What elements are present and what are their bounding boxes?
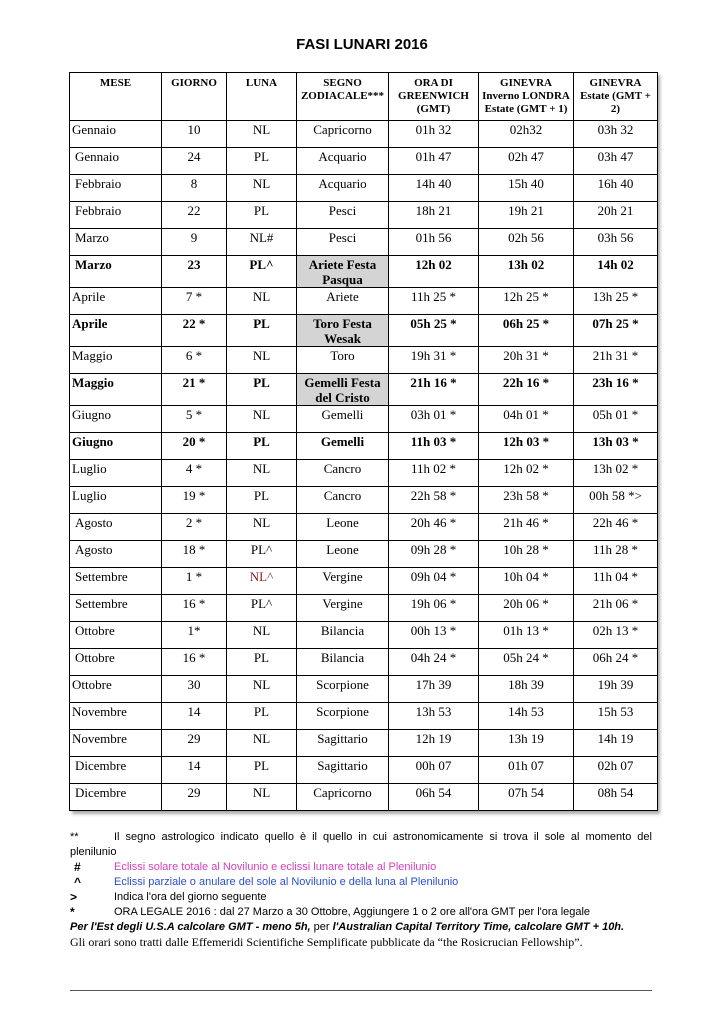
cell-giorno: 4 *	[162, 460, 227, 487]
cell-mese: Gennaio	[70, 121, 162, 148]
cell-ora-gmt-plus1: 20h 31 *	[479, 347, 574, 374]
footer-rule	[70, 990, 652, 991]
cell-ora-gmt-plus1: 19h 21	[479, 202, 574, 229]
cell-ora-gmt-plus1: 13h 02	[479, 256, 574, 288]
cell-ora-gmt: 03h 01 *	[389, 406, 479, 433]
cell-ora-gmt-plus2: 00h 58 *>	[574, 487, 658, 514]
header-mese: MESE	[70, 73, 162, 121]
cell-ora-gmt: 01h 32	[389, 121, 479, 148]
note-zodiac-cont: plenilunio	[70, 846, 117, 858]
cell-mese: Marzo	[70, 229, 162, 256]
cell-giorno: 21 *	[162, 374, 227, 406]
cell-segno: Pesci	[297, 202, 389, 229]
note-gt-text: Indica l'ora del giorno seguente	[114, 891, 267, 903]
cell-mese: Dicembre	[70, 757, 162, 784]
note-caret	[70, 875, 652, 890]
note-source: Gli orari sono tratti dalle Effemeridi Scientifiche Semplificate pubblicate da “the Rosicrucian Fellowship”.	[70, 935, 583, 949]
cell-ora-gmt-plus1: 01h 13 *	[479, 622, 574, 649]
table-row	[70, 229, 658, 256]
cell-ora-gmt-plus2: 03h 56	[574, 229, 658, 256]
cell-luna: NL^	[227, 568, 297, 595]
cell-luna: NL	[227, 460, 297, 487]
note-australia-text: l'Australian Capital Territory Time, calcolare GMT + 10h.	[332, 921, 625, 933]
cell-mese: Aprile	[70, 288, 162, 315]
cell-segno: Vergine	[297, 595, 389, 622]
cell-giorno: 10	[162, 121, 227, 148]
cell-luna: NL	[227, 676, 297, 703]
cell-segno: Cancro	[297, 487, 389, 514]
table-row	[70, 514, 658, 541]
table-row	[70, 649, 658, 676]
cell-giorno: 30	[162, 676, 227, 703]
cell-giorno: 16 *	[162, 649, 227, 676]
note-timezones	[70, 920, 652, 935]
cell-ora-gmt: 12h 02	[389, 256, 479, 288]
cell-ora-gmt-plus1: 01h 07	[479, 757, 574, 784]
note-usa-mid: per	[310, 921, 333, 933]
table-row	[70, 288, 658, 315]
cell-ora-gmt: 01h 47	[389, 148, 479, 175]
cell-ora-gmt: 09h 04 *	[389, 568, 479, 595]
cell-ora-gmt: 05h 25 *	[389, 315, 479, 347]
note-usa-text: Per l'Est degli U.S.A calcolare GMT - meno 5h,	[70, 921, 311, 933]
cell-segno: Sagittario	[297, 757, 389, 784]
cell-segno: Toro Festa Wesak	[297, 315, 389, 347]
cell-segno: Leone	[297, 514, 389, 541]
table-row	[70, 175, 658, 202]
cell-ora-gmt-plus1: 12h 25 *	[479, 288, 574, 315]
table-row	[70, 202, 658, 229]
cell-luna: NL	[227, 175, 297, 202]
cell-ora-gmt-plus2: 14h 02	[574, 256, 658, 288]
cell-ora-gmt-plus2: 22h 46 *	[574, 514, 658, 541]
cell-ora-gmt-plus2: 21h 31 *	[574, 347, 658, 374]
cell-giorno: 24	[162, 148, 227, 175]
cell-mese: Maggio	[70, 347, 162, 374]
table-row	[70, 757, 658, 784]
moon-phases-table	[69, 72, 658, 811]
header-ginevra-inverno: GINEVRA Inverno LONDRA Estate (GMT + 1)	[479, 73, 574, 121]
table-row	[70, 433, 658, 460]
cell-segno: Bilancia	[297, 622, 389, 649]
note-hash-symbol: #	[74, 860, 81, 874]
cell-mese: Luglio	[70, 487, 162, 514]
cell-luna: PL	[227, 202, 297, 229]
cell-segno: Acquario	[297, 148, 389, 175]
table-row	[70, 541, 658, 568]
cell-segno: Bilancia	[297, 649, 389, 676]
cell-ora-gmt-plus2: 07h 25 *	[574, 315, 658, 347]
cell-ora-gmt: 11h 03 *	[389, 433, 479, 460]
cell-ora-gmt: 00h 07	[389, 757, 479, 784]
cell-ora-gmt: 00h 13 *	[389, 622, 479, 649]
cell-ora-gmt-plus1: 12h 02 *	[479, 460, 574, 487]
cell-segno: Ariete Festa Pasqua	[297, 256, 389, 288]
header-luna: LUNA	[227, 73, 297, 121]
cell-ora-gmt: 21h 16 *	[389, 374, 479, 406]
cell-luna: NL	[227, 784, 297, 811]
cell-segno: Capricorno	[297, 784, 389, 811]
cell-ora-gmt-plus2: 02h 07	[574, 757, 658, 784]
cell-ora-gmt-plus2: 23h 16 *	[574, 374, 658, 406]
header-giorno: GIORNO	[162, 73, 227, 121]
cell-giorno: 19 *	[162, 487, 227, 514]
cell-luna: PL^	[227, 256, 297, 288]
table-row	[70, 256, 658, 288]
cell-mese: Settembre	[70, 568, 162, 595]
cell-giorno: 5 *	[162, 406, 227, 433]
cell-ora-gmt-plus1: 14h 53	[479, 703, 574, 730]
note-hash-text: Eclissi solare totale al Novilunio e eclissi lunare totale al Plenilunio	[114, 861, 437, 873]
cell-ora-gmt-plus2: 16h 40	[574, 175, 658, 202]
cell-ora-gmt: 06h 54	[389, 784, 479, 811]
header-ginevra-estate: GINEVRA Estate (GMT + 2)	[574, 73, 658, 121]
cell-ora-gmt: 11h 25 *	[389, 288, 479, 315]
note-gt-symbol: >	[70, 890, 78, 904]
cell-luna: NL#	[227, 229, 297, 256]
cell-ora-gmt-plus1: 23h 58 *	[479, 487, 574, 514]
note-zodiac-text: Il segno astrologico indicato quello è il quello in cui astronomicamente si trova il sole al momento del	[114, 831, 652, 843]
cell-luna: NL	[227, 730, 297, 757]
cell-ora-gmt-plus2: 06h 24 *	[574, 649, 658, 676]
cell-ora-gmt-plus2: 21h 06 *	[574, 595, 658, 622]
cell-mese: Ottobre	[70, 676, 162, 703]
cell-mese: Settembre	[70, 595, 162, 622]
moon-phases-table-wrapper	[69, 72, 657, 811]
cell-ora-gmt-plus2: 11h 04 *	[574, 568, 658, 595]
cell-ora-gmt: 17h 39	[389, 676, 479, 703]
cell-giorno: 14	[162, 703, 227, 730]
cell-ora-gmt: 04h 24 *	[389, 649, 479, 676]
cell-ora-gmt-plus2: 19h 39	[574, 676, 658, 703]
cell-ora-gmt: 19h 06 *	[389, 595, 479, 622]
cell-ora-gmt-plus2: 13h 02 *	[574, 460, 658, 487]
table-row	[70, 315, 658, 347]
table-row	[70, 121, 658, 148]
cell-luna: NL	[227, 406, 297, 433]
cell-luna: PL	[227, 487, 297, 514]
cell-segno: Acquario	[297, 175, 389, 202]
cell-giorno: 8	[162, 175, 227, 202]
table-row	[70, 730, 658, 757]
table-row	[70, 347, 658, 374]
table-row	[70, 460, 658, 487]
cell-ora-gmt: 18h 21	[389, 202, 479, 229]
cell-ora-gmt-plus2: 03h 32	[574, 121, 658, 148]
cell-mese: Agosto	[70, 541, 162, 568]
cell-mese: Febbraio	[70, 202, 162, 229]
cell-segno: Toro	[297, 347, 389, 374]
cell-ora-gmt: 12h 19	[389, 730, 479, 757]
cell-giorno: 9	[162, 229, 227, 256]
cell-ora-gmt-plus2: 03h 47	[574, 148, 658, 175]
cell-segno: Scorpione	[297, 703, 389, 730]
cell-luna: PL	[227, 433, 297, 460]
cell-luna: PL	[227, 374, 297, 406]
cell-segno: Ariete	[297, 288, 389, 315]
cell-mese: Gennaio	[70, 148, 162, 175]
cell-luna: NL	[227, 288, 297, 315]
note-star-symbol: *	[70, 905, 75, 919]
cell-segno: Leone	[297, 541, 389, 568]
cell-giorno: 1*	[162, 622, 227, 649]
cell-luna: PL	[227, 703, 297, 730]
cell-giorno: 20 *	[162, 433, 227, 460]
note-zodiac-symbol: **	[70, 831, 79, 843]
cell-mese: Giugno	[70, 433, 162, 460]
page-title: FASI LUNARI 2016	[296, 36, 428, 53]
cell-ora-gmt: 01h 56	[389, 229, 479, 256]
cell-segno: Cancro	[297, 460, 389, 487]
cell-ora-gmt-plus1: 02h32	[479, 121, 574, 148]
cell-ora-gmt-plus1: 13h 19	[479, 730, 574, 757]
cell-mese: Novembre	[70, 730, 162, 757]
cell-segno: Pesci	[297, 229, 389, 256]
cell-ora-gmt-plus2: 13h 25 *	[574, 288, 658, 315]
cell-mese: Febbraio	[70, 175, 162, 202]
footnotes	[70, 830, 652, 950]
cell-ora-gmt-plus1: 22h 16 *	[479, 374, 574, 406]
cell-luna: PL	[227, 649, 297, 676]
cell-luna: PL	[227, 148, 297, 175]
cell-ora-gmt: 14h 40	[389, 175, 479, 202]
cell-luna: PL	[227, 757, 297, 784]
header-segno: SEGNO ZODIACALE***	[297, 73, 389, 121]
cell-ora-gmt-plus1: 12h 03 *	[479, 433, 574, 460]
table-row	[70, 374, 658, 406]
cell-ora-gmt-plus2: 05h 01 *	[574, 406, 658, 433]
cell-segno: Gemelli	[297, 433, 389, 460]
cell-ora-gmt-plus2: 08h 54	[574, 784, 658, 811]
table-row	[70, 595, 658, 622]
note-hash	[70, 860, 652, 875]
cell-luna: PL^	[227, 541, 297, 568]
table-row	[70, 676, 658, 703]
cell-ora-gmt: 09h 28 *	[389, 541, 479, 568]
cell-mese: Luglio	[70, 460, 162, 487]
cell-luna: PL	[227, 315, 297, 347]
cell-ora-gmt-plus1: 06h 25 *	[479, 315, 574, 347]
cell-ora-gmt-plus1: 15h 40	[479, 175, 574, 202]
cell-ora-gmt-plus1: 10h 28 *	[479, 541, 574, 568]
table-row	[70, 568, 658, 595]
note-caret-text: Eclissi parziale o anulare del sole al Novilunio e della luna al Plenilunio	[114, 876, 459, 888]
cell-ora-gmt: 19h 31 *	[389, 347, 479, 374]
table-row	[70, 148, 658, 175]
cell-giorno: 29	[162, 730, 227, 757]
cell-ora-gmt-plus1: 04h 01 *	[479, 406, 574, 433]
cell-luna: PL^	[227, 595, 297, 622]
cell-ora-gmt-plus1: 02h 47	[479, 148, 574, 175]
table-row	[70, 784, 658, 811]
cell-ora-gmt: 22h 58 *	[389, 487, 479, 514]
cell-mese: Agosto	[70, 514, 162, 541]
cell-ora-gmt-plus2: 15h 53	[574, 703, 658, 730]
cell-segno: Gemelli	[297, 406, 389, 433]
cell-ora-gmt-plus2: 20h 21	[574, 202, 658, 229]
cell-luna: NL	[227, 514, 297, 541]
cell-mese: Marzo	[70, 256, 162, 288]
cell-ora-gmt: 11h 02 *	[389, 460, 479, 487]
cell-giorno: 2 *	[162, 514, 227, 541]
note-zodiac	[70, 830, 652, 845]
note-gt	[70, 890, 652, 905]
cell-giorno: 1 *	[162, 568, 227, 595]
cell-luna: NL	[227, 121, 297, 148]
note-star	[70, 905, 652, 920]
cell-segno: Capricorno	[297, 121, 389, 148]
note-star-text: ORA LEGALE 2016 : dal 27 Marzo a 30 Ottobre, Aggiungere 1 o 2 ore all'ora GMT per l'ora legale	[114, 906, 591, 918]
table-row	[70, 622, 658, 649]
cell-mese: Aprile	[70, 315, 162, 347]
cell-mese: Dicembre	[70, 784, 162, 811]
table-header-row	[70, 73, 658, 121]
note-caret-symbol: ^	[74, 875, 82, 889]
header-gmt: ORA DI GREENWICH (GMT)	[389, 73, 479, 121]
cell-ora-gmt-plus1: 05h 24 *	[479, 649, 574, 676]
cell-giorno: 22	[162, 202, 227, 229]
cell-segno: Scorpione	[297, 676, 389, 703]
cell-segno: Vergine	[297, 568, 389, 595]
cell-ora-gmt-plus1: 02h 56	[479, 229, 574, 256]
cell-segno: Sagittario	[297, 730, 389, 757]
cell-ora-gmt-plus2: 13h 03 *	[574, 433, 658, 460]
cell-giorno: 6 *	[162, 347, 227, 374]
cell-ora-gmt-plus2: 02h 13 *	[574, 622, 658, 649]
cell-ora-gmt-plus1: 18h 39	[479, 676, 574, 703]
cell-mese: Novembre	[70, 703, 162, 730]
table-row	[70, 406, 658, 433]
cell-segno: Gemelli Festa del Cristo	[297, 374, 389, 406]
cell-ora-gmt-plus1: 21h 46 *	[479, 514, 574, 541]
cell-giorno: 7 *	[162, 288, 227, 315]
cell-giorno: 16 *	[162, 595, 227, 622]
cell-mese: Ottobre	[70, 622, 162, 649]
cell-mese: Maggio	[70, 374, 162, 406]
cell-ora-gmt-plus1: 07h 54	[479, 784, 574, 811]
cell-giorno: 22 *	[162, 315, 227, 347]
table-row	[70, 703, 658, 730]
cell-mese: Giugno	[70, 406, 162, 433]
cell-giorno: 14	[162, 757, 227, 784]
cell-ora-gmt-plus2: 14h 19	[574, 730, 658, 757]
cell-giorno: 23	[162, 256, 227, 288]
cell-ora-gmt-plus2: 11h 28 *	[574, 541, 658, 568]
cell-giorno: 18 *	[162, 541, 227, 568]
cell-giorno: 29	[162, 784, 227, 811]
cell-ora-gmt: 13h 53	[389, 703, 479, 730]
cell-luna: NL	[227, 622, 297, 649]
cell-ora-gmt: 20h 46 *	[389, 514, 479, 541]
table-row	[70, 487, 658, 514]
cell-ora-gmt-plus1: 20h 06 *	[479, 595, 574, 622]
cell-luna: NL	[227, 347, 297, 374]
table-body	[70, 121, 658, 811]
cell-mese: Ottobre	[70, 649, 162, 676]
cell-ora-gmt-plus1: 10h 04 *	[479, 568, 574, 595]
